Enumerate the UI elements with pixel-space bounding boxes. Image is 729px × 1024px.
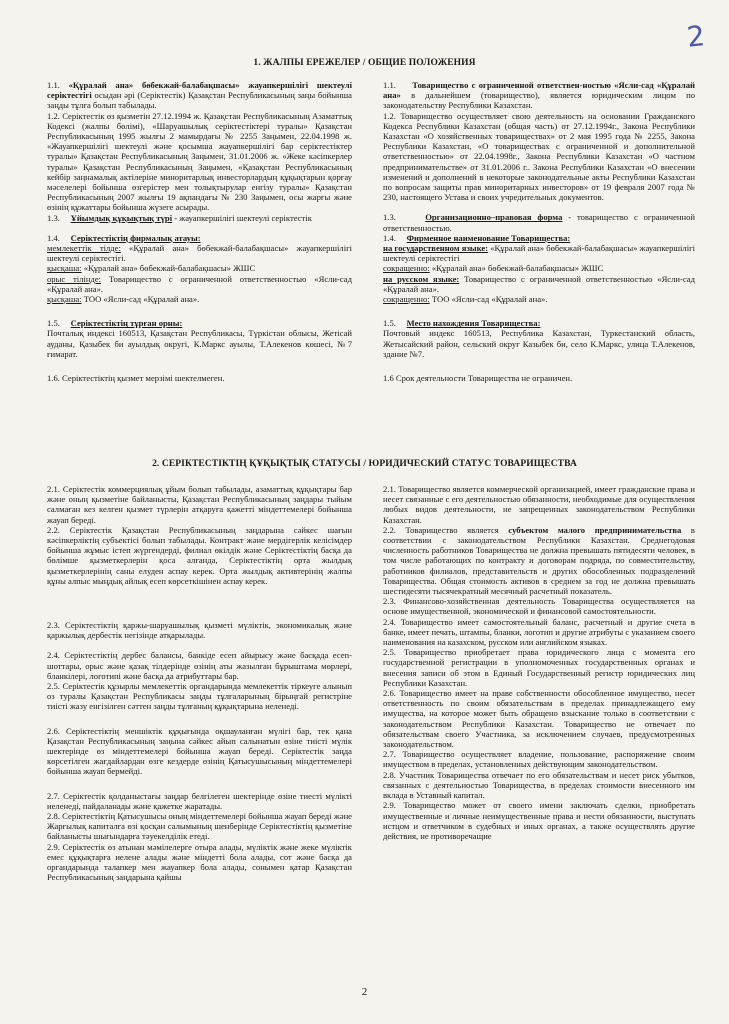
ru-clause-2-6: 2.6. Товарищество имеет на праве собственности обособленное имущество, несет ответственность по своим обязательствам в пределах принадлежащего ему имущества, на которое может быть обращено взыскание только в соответствии с законодательством Республики Казахстан. Товарищество не отвечает по обязательствам своего Участника, за исключением случаев, предусмотренных законодательством. xyxy=(383,688,695,750)
ru-name-short: сокращенно: «Құралай ана» бөбекжай-балабақшасы» ЖШС xyxy=(383,263,604,274)
kz-clause-2-3: 2.3. Серіктестіктің қаржы-шаруашылық қызметі мүліктік, экономикалық және қаржылық дербестік негізінде атқарылады. xyxy=(47,620,352,641)
ru-name-state-language: на государственном языке: «Құралай ана» бөбекжай-балабақшасы» жауапкершілігі шектеулі серіктестігі xyxy=(383,243,696,264)
page-number: 2 xyxy=(361,986,368,998)
ru-clause-2-5: 2.5. Товарищество приобретает права юридического лица с момента его государственной регистрации в уполномоченных государственных органах и внесения записи об этом в Единый Государственный регистр юридических лиц Республики Казахстан. xyxy=(383,647,695,688)
ru-clause-1-2: 1.2. Товарищество осуществляет свою деятельность на основании Гражданского Кодекса Республики Казахстан (общая часть) от 27.12.1994г., Закона Республики Казахстан «О хозяйственных товариществах» от 2 мая 1995 года № 2255, Закона Республики Казахстан, «О товариществах с ограниченной и дополнительной ответственностью» от 22.04.1998г., Закона Республики Казахстан «О частном предпринимательстве» от 31.01.2006 г.. Закона Республики Казахстан «О внесении изменений и дополнений в некоторые законодательные акты Республики Казахстан по вопросам защиты прав миноритарных инвесторов» от 19 февраля 2007 года № 230, настоящего Устава и своих учредительных документов. xyxy=(383,110,695,203)
section-2-kazakh-column xyxy=(47,484,352,883)
kz-clause-2-7: 2.7. Серіктестік қолданыстағы заңдар белгілеген шектерінде өзіне тиесті мүлікті иеленеді, пайдаланады және қажетке жаратады. xyxy=(47,790,352,811)
kz-clause-2-4: 2.4. Серіктестіктің дербес балансы, банкіде есеп айырысу және басқада есеп-шоттары, орыс және қазақ тілдерінде өзінің аты жазылған бұрыштама мөрлері, бланкілері, логотипі және басқа да атрибуттары бар. xyxy=(47,650,352,681)
ru-clause-1-1: 1.1. Товарищество с ограниченной ответствен-ностью «Ясли-сад «Құралай ана» в дальнейшем (товарищество), является юридическим лицом по законодательству Республики Казахстан. xyxy=(383,80,695,111)
kz-clause-2-6: 2.6. Серіктестіктің меншіктік құқығында оқшауланған мүлігі бар, тек қана Қазақстан Республикасының заңына сәйкес айып салынатын өзіне тиісті мүлік шектерінде өз міндеттемелері бойынша жауап береді. Серіктестік заңда көрсетілген жағдайлардан өзге кездерде өзінің Қатысушысының міндеттемелері бойынша жауап бермейді. xyxy=(47,725,352,777)
kz-clause-1-3: 1.3. Ұйымдық құқықтық түрі - жауапкершілігі шектеулі серіктестік xyxy=(47,212,312,223)
section-2-russian-column xyxy=(383,484,695,841)
ru-clause-2-2: 2.2. Товарищество является субъектом малого предпринимательства в соответствии с законодательством Республики Казахстан. Среднегодовая численность работников Товарищества не должна превышать пятидесяти человек, в том числе работающих по контракту и договорам подряда, по совместительству, работников филиалов, представительств и других обособленных подразделений Товарищества. Общая стоимость активов в среднем за год не должна превышать шестидесяти тысячекратный месячный расчетный показатель. xyxy=(383,524,695,597)
kz-clause-2-9: 2.9. Серіктестік өз атынан мәмілелерге отыра алады, мүліктік және жеке мүліктік емес құқықтарға иелене алады және міндетті бола алады, сот және басқа да органдарында талапкер мен жауапкер бола алады, сонымен қатар Қазақстан Республикасының заңдарына қайшы xyxy=(47,841,352,883)
ru-clause-1-6: 1.6 Срок деятельности Товарищества не ограничен. xyxy=(383,373,573,384)
section-1-heading: 1. ЖАЛПЫ ЕРЕЖЕЛЕР / ОБЩИЕ ПОЛОЖЕНИЯ xyxy=(253,58,476,68)
kz-clause-2-8: 2.8. Серіктестіктің Қатысушысы оның міндеттемелері бойынша жауап береді және Жарғылық капиталға өзі қосқан салымының шенберінде Серіктестіктің қызметіне байланысты шығындарға тәуекелділік етеді. xyxy=(47,811,352,842)
ru-clause-1-3: 1.3. Организационно–правовая форма - товарищество с ограниченной ответственностью. xyxy=(383,212,695,233)
ru-clause-2-3: 2.3. Финансово-хозяйственная деятельность Товарищества осуществляется на основе имущественной, экономической и финансовой самостоятельности. xyxy=(383,596,695,617)
kz-clause-1-4-heading: 1.4. Серіктестіктің фирмалық атауы: xyxy=(47,232,201,243)
section-2-heading: 2. СЕРІКТЕСТІКТІҢ ҚҰҚЫҚТЫҚ СТАТУСЫ / ЮРИДИЧЕСКИЙ СТАТУС ТОВАРИЩЕСТВА xyxy=(152,459,577,469)
kz-clause-1-5-heading: 1.5. Серіктестіктің тұрған орны: xyxy=(47,318,183,329)
kz-clause-1-5-text: Почталық индексі 160513, Қазақстан Республикасы, Түркістан облысы, Жетісай ауданы, Қазыбек би ауылдық округі, К.Маркс ауылы, Т.Алекенов көшесі, №7 ғимарат. xyxy=(47,328,352,359)
ru-clause-2-8: 2.8. Участник Товарищества отвечает по его обязательствам и несет риск убытков, связанных с деятельностью Товарищества, в пределах стоимости внесенного им вклада в Уставный капитал. xyxy=(383,769,695,801)
kz-clause-1-1: 1.1. «Құралай ана» бөбекжай-балабақшасы» жауапкершілігі шектеулі серіктестігі осыдан әрі (Серіктестік) Қазақстан Республикасының заңы бойынша заңды тұлға болып табылады. xyxy=(47,80,353,111)
kz-name-state-language: мемлекеттік тілде: «Құралай ана» бөбекжай-балабақшасы» жауапкершілігі шектеулі серіктестігі. xyxy=(47,243,352,264)
ru-clause-1-5-heading: 1.5. Место нахождения Товарищества: xyxy=(383,318,541,329)
ru-clause-2-7: 2.7. Товарищество осуществляет владение, пользование, распоряжение своим имуществом в пределах, установленных действующим законодательством. xyxy=(383,749,695,770)
kz-clause-2-5: 2.5. Серіктестік құзырлы мемлекеттік органдарында мемлекеттік тіркеуге алынып оз туралы Қазақстан Республикасы заңды тұлғаларының бірыңғай регистріне тиісті жазу енгізілген сәттен заңды тұлғаның құқықтарына иеленеді. xyxy=(47,681,352,712)
ru-clause-1-4-heading: 1.4. Фирменное наименование Товарищества: xyxy=(383,232,571,243)
ru-clause-2-4: 2.4. Товарищество имеет самостоятельный баланс, расчетный и другие счета в банке, имеет печать, штампы, бланки, логотип и другие атрибуты с указанием своего наименования на казахском, русском или английском языках. xyxy=(383,616,695,648)
ru-clause-2-1: 2.1. Товарищество является коммерческой организацией, имеет гражданские права и несет связанные с его деятельностью обязанности, необходимые для осуществления любых видов деятельности, не запрещенных законодательством Республики Казахстан. xyxy=(383,484,695,525)
handwritten-page-number: 2 xyxy=(685,19,707,54)
kz-name-russian: орыс тілінде: Товарищество с ограниченной ответственностью «Ясли-сад «Құралай ана». xyxy=(47,273,352,294)
kz-clause-2-2: 2.2. Серіктестік Қазақстан Республикасының заңдарына сәйкес шағын кәсіпкерліктің субъектісі болып табылады. Контракт және мердігерлік келісімдер бойынша жұмыс істеп жүргендерді, филиал өкілдік және Серіктестіктің басқа да бөлімше қызметкерлерін қоса алғанда, Серіктестіктің орта жылдық қызметкерлерінің саны елуден аспау керек. Орта жылдық активтерінің жалпы құны алпыс мыңдық айлық есеп көрсеткішінен аспау керек. xyxy=(47,524,352,586)
kz-clause-1-6: 1.6. Серіктестіктің қызмет мерзімі шектелмеген. xyxy=(47,373,225,384)
ru-name-russian: на русском языке: Товарищество с ограниченной ответственностью «Ясли-сад «Құралай ана». xyxy=(383,273,695,294)
ru-name-russian-short: сокращенно: ТОО «Ясли-сад «Құралай ана». xyxy=(383,294,548,305)
ru-clause-2-9: 2.9. Товарищество может от своего имени заключать сделки, приобретать имущественные и личные неимущественные права и нести обязанности, выступать истцом и ответчиком в судебных и иных органах, а также осуществлять другие действия, не противоречащие xyxy=(383,800,695,841)
section-1-russian-column xyxy=(383,80,695,383)
section-1-kazakh-column xyxy=(47,80,352,383)
kz-clause-1-2: 1.2. Серіктестік өз қызметін 27.12.1994 ж. Қазақстан Республикасының Азаматтық Кодексі (жалпы бөлімі), «Шаруашылық серіктестіктері туралы» Қазақстан Республикасының 1995 жылғы 2 мамырдағы № 2255 Заңымен, 22.04.1998 ж. «Жауапкершілігі шектеулі және қосымша жауапкершілігі бар серіктестіктер туралы» Қазақстан Республикасының Заңымен, 31.01.2006 ж. «Жеке кәсіпкерлер туралы» Қазақстан Республикасының Заңымен, «Қазақстан Республикасының кейбір заңнамалық актілеріне миноритарлық инвесторлардың құқықтарын қорғау мәселелері бойынша өзгерістер мен толықтырулар енгізу туралы» Қазақстан Республикасының 2007 жылғы 19 ақпандағы № 230 Заңымен, осы жарғы және өзінің құжаттары бойынша жүзеге асырады. xyxy=(47,110,352,213)
ru-clause-1-5-text: Почтовый индекс 160513, Республика Казахстан, Туркестанский область, Жетысайский район, сельский округ Казыбек би, село К.Маркс, улица Т.Алекенов, здание №7. xyxy=(383,328,695,359)
kz-name-short: қысқаша: «Құралай ана» бөбекжай-балабақшасы» ЖШС xyxy=(47,263,256,274)
kz-name-russian-short: қысқаша: ТОО «Ясли-сад «Құралай ана». xyxy=(47,294,200,305)
kz-clause-2-1: 2.1. Серіктестік коммерциялық ұйым болып табылады, азаматтық құқықтары бар және оның қызметіне байланысты, Қазақстан Республикасының заңдары тыйым салмаған кез келген қызмет түрлерін атқаруға қажетті міндеттемелері бойынша жауап береді. xyxy=(47,484,352,525)
